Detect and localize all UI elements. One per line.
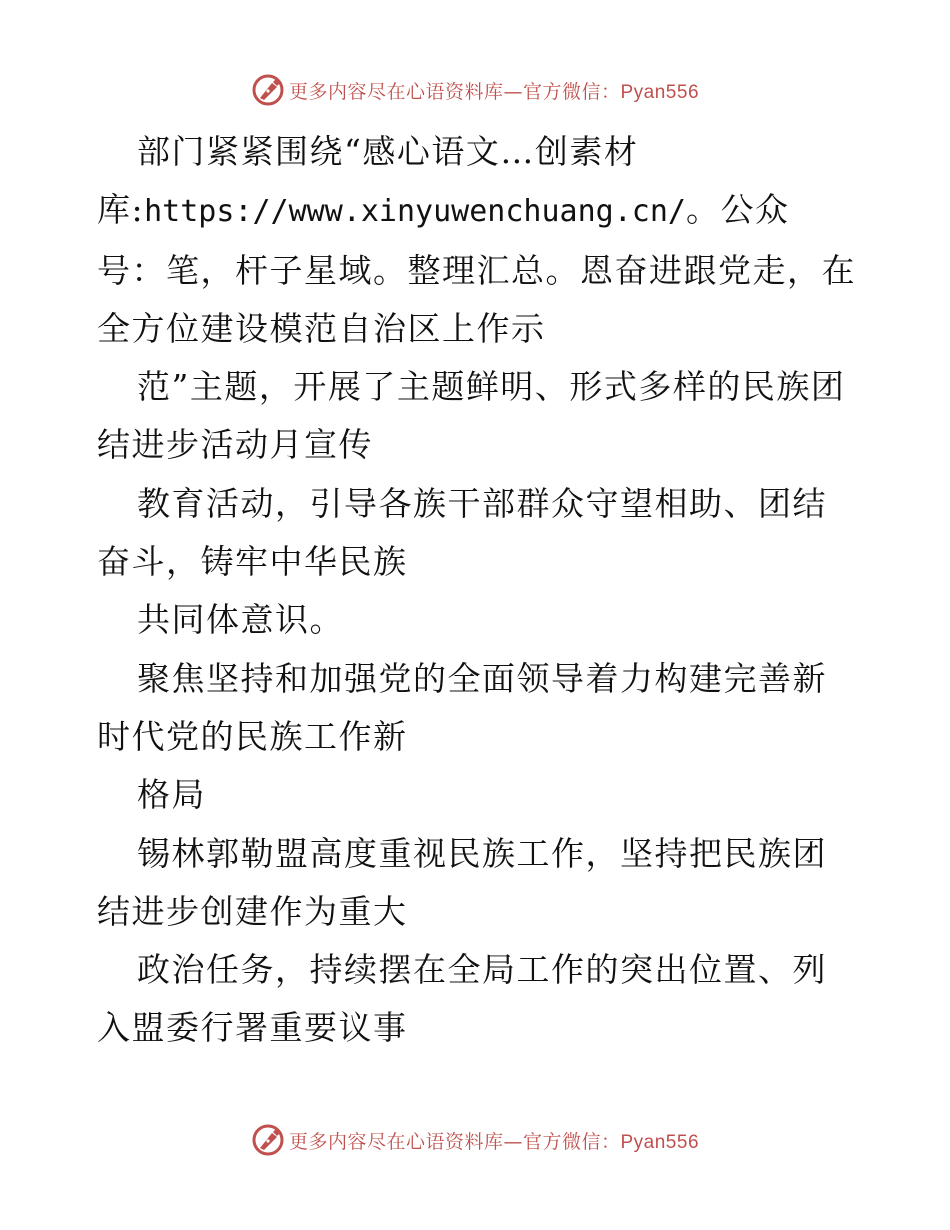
paragraph: 范”主题，开展了主题鲜明、形式多样的民族团结进步活动月宣传 — [97, 367, 846, 465]
paragraph: 聚焦坚持和加强党的全面领导着力构建完善新时代党的民族工作新 — [97, 658, 827, 756]
paragraph: 教育活动，引导各族干部群众守望相助、团结奋斗，铸牢中华民族 — [97, 483, 827, 582]
header-text: 更多内容尽在心语资料库—官方微信：Pyan556 — [288, 80, 700, 103]
paragraph: 锡林郭勒盟高度重视民族工作，坚持把民族团结进步创建作为重大 — [97, 833, 827, 931]
document-body — [97, 123, 857, 1058]
paragraph: 政治任务，持续摆在全局工作的突出位置、列入盟委行署重要议事 — [97, 950, 827, 1048]
header-watermark — [0, 70, 950, 110]
pen-nib-logo-icon — [251, 1123, 285, 1157]
footer-watermark — [0, 1120, 950, 1160]
paragraph: 格局 — [137, 775, 206, 815]
paragraph: 部门紧紧围绕“感心语文…创素材库:https://www.xinyuwenchuang.cn/。公众号：笔，杆子星域。整理汇总。恩奋进跟党走，在全方位建设模范自治区上作示 — [97, 132, 856, 348]
footer-text: 更多内容尽在心语资料库—官方微信：Pyan556 — [288, 1130, 700, 1153]
paragraph: 共同体意识。 — [137, 600, 344, 640]
url-text: https://www.xinyuwenchuang.cn/ — [144, 194, 686, 230]
pen-nib-logo-icon — [251, 73, 285, 107]
